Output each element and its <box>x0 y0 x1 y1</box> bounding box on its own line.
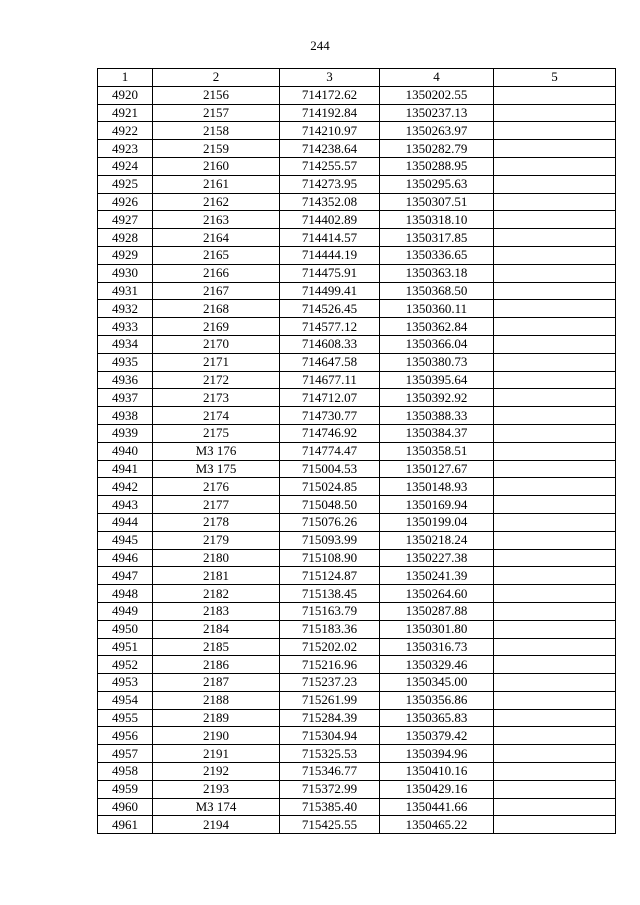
point-id-cell: 2170 <box>153 335 280 353</box>
point-id-cell: 2191 <box>153 745 280 763</box>
table-row <box>98 460 616 478</box>
x-coordinate-cell: 715284.39 <box>280 709 380 727</box>
point-id-cell: 2162 <box>153 193 280 211</box>
y-coordinate-cell: 1350264.60 <box>380 585 494 603</box>
note-cell <box>494 798 616 816</box>
note-cell <box>494 389 616 407</box>
x-coordinate-cell: 715138.45 <box>280 585 380 603</box>
table-row <box>98 638 616 656</box>
x-coordinate-cell: 714647.58 <box>280 353 380 371</box>
point-id-cell: 2188 <box>153 691 280 709</box>
y-coordinate-cell: 1350366.04 <box>380 335 494 353</box>
x-coordinate-cell: 715108.90 <box>280 549 380 567</box>
table-row <box>98 745 616 763</box>
note-cell <box>494 496 616 514</box>
table-row <box>98 656 616 674</box>
x-coordinate-cell: 714499.41 <box>280 282 380 300</box>
y-coordinate-cell: 1350336.65 <box>380 246 494 264</box>
note-cell <box>494 691 616 709</box>
point-id-cell: 2158 <box>153 122 280 140</box>
row-number-cell: 4928 <box>98 229 153 247</box>
point-id-cell: 2161 <box>153 175 280 193</box>
x-coordinate-cell: 715261.99 <box>280 691 380 709</box>
table-row <box>98 318 616 336</box>
y-coordinate-cell: 1350465.22 <box>380 816 494 834</box>
table-row <box>98 140 616 158</box>
note-cell <box>494 193 616 211</box>
note-cell <box>494 531 616 549</box>
table-row <box>98 193 616 211</box>
note-cell <box>494 656 616 674</box>
y-coordinate-cell: 1350365.83 <box>380 709 494 727</box>
row-number-cell: 4930 <box>98 264 153 282</box>
point-id-cell: МЗ 174 <box>153 798 280 816</box>
note-cell <box>494 282 616 300</box>
table-row <box>98 531 616 549</box>
y-coordinate-cell: 1350241.39 <box>380 567 494 585</box>
y-coordinate-cell: 1350395.64 <box>380 371 494 389</box>
table-row <box>98 513 616 531</box>
column-header-2: 2 <box>153 69 280 87</box>
point-id-cell: МЗ 176 <box>153 442 280 460</box>
row-number-cell: 4937 <box>98 389 153 407</box>
table-row <box>98 442 616 460</box>
y-coordinate-cell: 1350127.67 <box>380 460 494 478</box>
row-number-cell: 4934 <box>98 335 153 353</box>
y-coordinate-cell: 1350148.93 <box>380 478 494 496</box>
row-number-cell: 4932 <box>98 300 153 318</box>
y-coordinate-cell: 1350329.46 <box>380 656 494 674</box>
table-row <box>98 549 616 567</box>
point-id-cell: 2177 <box>153 496 280 514</box>
point-id-cell: 2178 <box>153 513 280 531</box>
point-id-cell: 2174 <box>153 407 280 425</box>
table-row <box>98 300 616 318</box>
table-row <box>98 691 616 709</box>
table-row <box>98 353 616 371</box>
row-number-cell: 4931 <box>98 282 153 300</box>
x-coordinate-cell: 715004.53 <box>280 460 380 478</box>
table-row <box>98 122 616 140</box>
point-id-cell: 2160 <box>153 157 280 175</box>
note-cell <box>494 264 616 282</box>
y-coordinate-cell: 1350379.42 <box>380 727 494 745</box>
x-coordinate-cell: 715346.77 <box>280 763 380 781</box>
row-number-cell: 4957 <box>98 745 153 763</box>
table-row <box>98 229 616 247</box>
point-id-cell: 2180 <box>153 549 280 567</box>
y-coordinate-cell: 1350384.37 <box>380 424 494 442</box>
x-coordinate-cell: 714577.12 <box>280 318 380 336</box>
row-number-cell: 4942 <box>98 478 153 496</box>
note-cell <box>494 638 616 656</box>
point-id-cell: 2181 <box>153 567 280 585</box>
row-number-cell: 4961 <box>98 816 153 834</box>
note-cell <box>494 549 616 567</box>
x-coordinate-cell: 715124.87 <box>280 567 380 585</box>
coordinates-table <box>97 68 616 834</box>
note-cell <box>494 157 616 175</box>
table-row <box>98 674 616 692</box>
note-cell <box>494 513 616 531</box>
x-coordinate-cell: 714255.57 <box>280 157 380 175</box>
x-coordinate-cell: 714608.33 <box>280 335 380 353</box>
row-number-cell: 4926 <box>98 193 153 211</box>
note-cell <box>494 709 616 727</box>
note-cell <box>494 460 616 478</box>
column-header-4: 4 <box>380 69 494 87</box>
table-row <box>98 763 616 781</box>
row-number-cell: 4950 <box>98 620 153 638</box>
row-number-cell: 4946 <box>98 549 153 567</box>
x-coordinate-cell: 714677.11 <box>280 371 380 389</box>
note-cell <box>494 424 616 442</box>
x-coordinate-cell: 714414.57 <box>280 229 380 247</box>
x-coordinate-cell: 715237.23 <box>280 674 380 692</box>
y-coordinate-cell: 1350345.00 <box>380 674 494 692</box>
row-number-cell: 4959 <box>98 780 153 798</box>
note-cell <box>494 140 616 158</box>
y-coordinate-cell: 1350317.85 <box>380 229 494 247</box>
row-number-cell: 4953 <box>98 674 153 692</box>
row-number-cell: 4923 <box>98 140 153 158</box>
point-id-cell: 2186 <box>153 656 280 674</box>
x-coordinate-cell: 715048.50 <box>280 496 380 514</box>
note-cell <box>494 86 616 104</box>
x-coordinate-cell: 714352.08 <box>280 193 380 211</box>
row-number-cell: 4941 <box>98 460 153 478</box>
row-number-cell: 4956 <box>98 727 153 745</box>
note-cell <box>494 175 616 193</box>
point-id-cell: 2184 <box>153 620 280 638</box>
row-number-cell: 4944 <box>98 513 153 531</box>
row-number-cell: 4960 <box>98 798 153 816</box>
row-number-cell: 4938 <box>98 407 153 425</box>
point-id-cell: 2172 <box>153 371 280 389</box>
row-number-cell: 4943 <box>98 496 153 514</box>
x-coordinate-cell: 714746.92 <box>280 424 380 442</box>
point-id-cell: 2187 <box>153 674 280 692</box>
point-id-cell: 2182 <box>153 585 280 603</box>
table-row <box>98 389 616 407</box>
y-coordinate-cell: 1350237.13 <box>380 104 494 122</box>
point-id-cell: МЗ 175 <box>153 460 280 478</box>
point-id-cell: 2175 <box>153 424 280 442</box>
x-coordinate-cell: 715304.94 <box>280 727 380 745</box>
y-coordinate-cell: 1350410.16 <box>380 763 494 781</box>
note-cell <box>494 674 616 692</box>
point-id-cell: 2173 <box>153 389 280 407</box>
row-number-cell: 4952 <box>98 656 153 674</box>
y-coordinate-cell: 1350199.04 <box>380 513 494 531</box>
row-number-cell: 4958 <box>98 763 153 781</box>
table-row <box>98 496 616 514</box>
table-body <box>98 86 616 833</box>
table-row <box>98 602 616 620</box>
x-coordinate-cell: 714192.84 <box>280 104 380 122</box>
point-id-cell: 2156 <box>153 86 280 104</box>
y-coordinate-cell: 1350288.95 <box>380 157 494 175</box>
y-coordinate-cell: 1350392.92 <box>380 389 494 407</box>
point-id-cell: 2171 <box>153 353 280 371</box>
note-cell <box>494 602 616 620</box>
note-cell <box>494 407 616 425</box>
note-cell <box>494 780 616 798</box>
point-id-cell: 2185 <box>153 638 280 656</box>
x-coordinate-cell: 715372.99 <box>280 780 380 798</box>
row-number-cell: 4922 <box>98 122 153 140</box>
y-coordinate-cell: 1350282.79 <box>380 140 494 158</box>
row-number-cell: 4948 <box>98 585 153 603</box>
note-cell <box>494 727 616 745</box>
row-number-cell: 4936 <box>98 371 153 389</box>
y-coordinate-cell: 1350295.63 <box>380 175 494 193</box>
y-coordinate-cell: 1350227.38 <box>380 549 494 567</box>
x-coordinate-cell: 715163.79 <box>280 602 380 620</box>
point-id-cell: 2183 <box>153 602 280 620</box>
y-coordinate-cell: 1350169.94 <box>380 496 494 514</box>
y-coordinate-cell: 1350318.10 <box>380 211 494 229</box>
table-row <box>98 780 616 798</box>
x-coordinate-cell: 714172.62 <box>280 86 380 104</box>
x-coordinate-cell: 715024.85 <box>280 478 380 496</box>
row-number-cell: 4921 <box>98 104 153 122</box>
point-id-cell: 2189 <box>153 709 280 727</box>
y-coordinate-cell: 1350218.24 <box>380 531 494 549</box>
y-coordinate-cell: 1350301.80 <box>380 620 494 638</box>
y-coordinate-cell: 1350263.97 <box>380 122 494 140</box>
row-number-cell: 4920 <box>98 86 153 104</box>
row-number-cell: 4935 <box>98 353 153 371</box>
row-number-cell: 4951 <box>98 638 153 656</box>
row-number-cell: 4945 <box>98 531 153 549</box>
row-number-cell: 4954 <box>98 691 153 709</box>
note-cell <box>494 620 616 638</box>
x-coordinate-cell: 715093.99 <box>280 531 380 549</box>
note-cell <box>494 335 616 353</box>
header-row <box>98 69 616 87</box>
point-id-cell: 2164 <box>153 229 280 247</box>
x-coordinate-cell: 714238.64 <box>280 140 380 158</box>
table-row <box>98 407 616 425</box>
row-number-cell: 4927 <box>98 211 153 229</box>
note-cell <box>494 478 616 496</box>
x-coordinate-cell: 714526.45 <box>280 300 380 318</box>
row-number-cell: 4949 <box>98 602 153 620</box>
row-number-cell: 4933 <box>98 318 153 336</box>
table-row <box>98 816 616 834</box>
column-header-5: 5 <box>494 69 616 87</box>
table-row <box>98 567 616 585</box>
y-coordinate-cell: 1350363.18 <box>380 264 494 282</box>
y-coordinate-cell: 1350356.86 <box>380 691 494 709</box>
note-cell <box>494 745 616 763</box>
row-number-cell: 4947 <box>98 567 153 585</box>
note-cell <box>494 353 616 371</box>
x-coordinate-cell: 715202.02 <box>280 638 380 656</box>
table-row <box>98 478 616 496</box>
y-coordinate-cell: 1350380.73 <box>380 353 494 371</box>
page-number: 244 <box>310 38 330 53</box>
table-row <box>98 424 616 442</box>
note-cell <box>494 246 616 264</box>
point-id-cell: 2193 <box>153 780 280 798</box>
point-id-cell: 2159 <box>153 140 280 158</box>
x-coordinate-cell: 714273.95 <box>280 175 380 193</box>
note-cell <box>494 816 616 834</box>
point-id-cell: 2179 <box>153 531 280 549</box>
point-id-cell: 2166 <box>153 264 280 282</box>
table-row <box>98 175 616 193</box>
table-row <box>98 727 616 745</box>
table-row <box>98 335 616 353</box>
point-id-cell: 2167 <box>153 282 280 300</box>
column-header-3: 3 <box>280 69 380 87</box>
y-coordinate-cell: 1350441.66 <box>380 798 494 816</box>
x-coordinate-cell: 714210.97 <box>280 122 380 140</box>
y-coordinate-cell: 1350307.51 <box>380 193 494 211</box>
row-number-cell: 4955 <box>98 709 153 727</box>
x-coordinate-cell: 715216.96 <box>280 656 380 674</box>
table-row <box>98 157 616 175</box>
note-cell <box>494 211 616 229</box>
y-coordinate-cell: 1350360.11 <box>380 300 494 318</box>
table-row <box>98 585 616 603</box>
x-coordinate-cell: 714712.07 <box>280 389 380 407</box>
column-header-1: 1 <box>98 69 153 87</box>
y-coordinate-cell: 1350362.84 <box>380 318 494 336</box>
note-cell <box>494 300 616 318</box>
row-number-cell: 4940 <box>98 442 153 460</box>
note-cell <box>494 442 616 460</box>
note-cell <box>494 104 616 122</box>
point-id-cell: 2157 <box>153 104 280 122</box>
x-coordinate-cell: 715425.55 <box>280 816 380 834</box>
row-number-cell: 4924 <box>98 157 153 175</box>
y-coordinate-cell: 1350358.51 <box>380 442 494 460</box>
row-number-cell: 4929 <box>98 246 153 264</box>
note-cell <box>494 229 616 247</box>
y-coordinate-cell: 1350287.88 <box>380 602 494 620</box>
x-coordinate-cell: 714444.19 <box>280 246 380 264</box>
point-id-cell: 2192 <box>153 763 280 781</box>
x-coordinate-cell: 715385.40 <box>280 798 380 816</box>
x-coordinate-cell: 714774.47 <box>280 442 380 460</box>
table-row <box>98 246 616 264</box>
note-cell <box>494 371 616 389</box>
point-id-cell: 2176 <box>153 478 280 496</box>
row-number-cell: 4925 <box>98 175 153 193</box>
x-coordinate-cell: 714402.89 <box>280 211 380 229</box>
x-coordinate-cell: 715325.53 <box>280 745 380 763</box>
point-id-cell: 2169 <box>153 318 280 336</box>
table-row <box>98 798 616 816</box>
table-row <box>98 709 616 727</box>
y-coordinate-cell: 1350202.55 <box>380 86 494 104</box>
row-number-cell: 4939 <box>98 424 153 442</box>
point-id-cell: 2163 <box>153 211 280 229</box>
note-cell <box>494 585 616 603</box>
y-coordinate-cell: 1350388.33 <box>380 407 494 425</box>
point-id-cell: 2190 <box>153 727 280 745</box>
note-cell <box>494 122 616 140</box>
point-id-cell: 2194 <box>153 816 280 834</box>
x-coordinate-cell: 715076.26 <box>280 513 380 531</box>
y-coordinate-cell: 1350316.73 <box>380 638 494 656</box>
x-coordinate-cell: 714475.91 <box>280 264 380 282</box>
y-coordinate-cell: 1350394.96 <box>380 745 494 763</box>
note-cell <box>494 318 616 336</box>
x-coordinate-cell: 714730.77 <box>280 407 380 425</box>
x-coordinate-cell: 715183.36 <box>280 620 380 638</box>
table-row <box>98 211 616 229</box>
table-row <box>98 282 616 300</box>
y-coordinate-cell: 1350429.16 <box>380 780 494 798</box>
point-id-cell: 2168 <box>153 300 280 318</box>
point-id-cell: 2165 <box>153 246 280 264</box>
table-row <box>98 86 616 104</box>
table-header <box>98 69 616 87</box>
table-row <box>98 104 616 122</box>
note-cell <box>494 763 616 781</box>
y-coordinate-cell: 1350368.50 <box>380 282 494 300</box>
table-row <box>98 371 616 389</box>
note-cell <box>494 567 616 585</box>
table-row <box>98 620 616 638</box>
table-row <box>98 264 616 282</box>
